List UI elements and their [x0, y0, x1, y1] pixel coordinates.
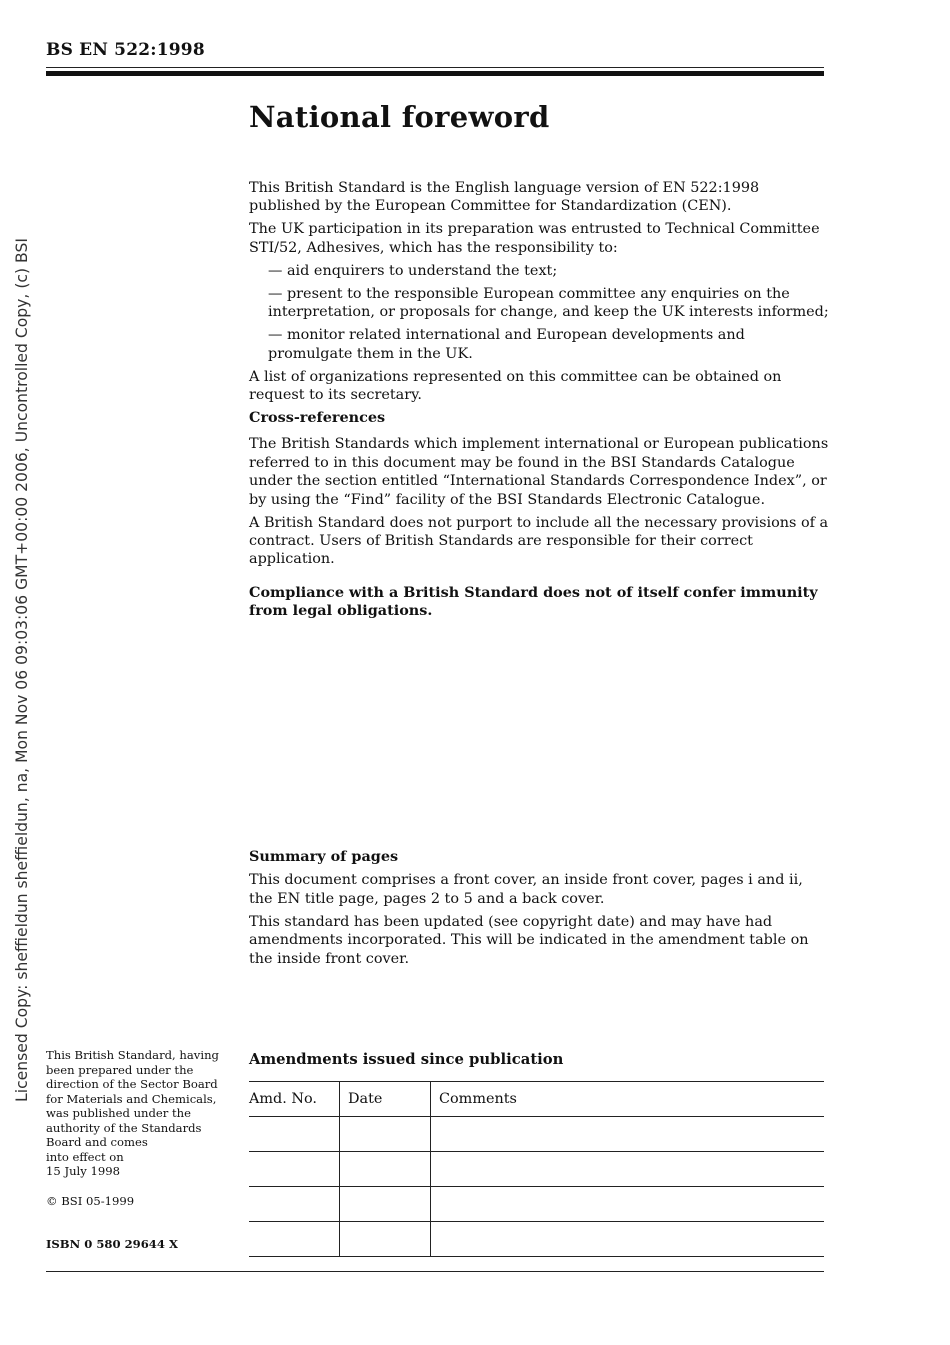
table-cell	[340, 1117, 431, 1152]
compliance-statement: Compliance with a British Standard does not of itself confer immunity from legal obligations.	[249, 583, 818, 620]
publication-note-line: been prepared under the	[46, 1062, 194, 1077]
intro-paragraph-3: A list of organizations represented on this committee can be obtained on request to its secretary.	[249, 368, 782, 404]
responsibility-item-2: — present to the responsible European committee any enquiries on the interpretation, or proposals for change, and keep the UK interests informed;	[268, 285, 829, 321]
amendments-table	[249, 1081, 824, 1257]
table-cell	[249, 1187, 340, 1222]
cross-references-paragraph-1: The British Standards which implement international or European publications referred to in this document may be found in the BSI Standards Catalogue under the section entitled “International Standards Correspondence Index”, or by using the “Find” facility of the BSI Standards Electronic Catalogue.	[249, 436, 829, 508]
table-row	[249, 1117, 824, 1152]
column-header-comments: Comments	[431, 1082, 825, 1117]
table-row	[249, 1222, 824, 1257]
copyright-notice: © BSI 05-1999	[46, 1194, 135, 1208]
isbn-number: ISBN 0 580 29644 X	[46, 1237, 178, 1251]
table-cell	[340, 1222, 431, 1257]
amendments-title: Amendments issued since publication	[249, 1051, 564, 1068]
table-cell	[431, 1117, 825, 1152]
summary-paragraph-1: This document comprises a front cover, an inside front cover, pages i and ii, the EN title page, pages 2 to 5 and a back cover.	[249, 872, 803, 907]
document-id: BS EN 522:1998	[46, 40, 205, 60]
table-cell	[431, 1152, 825, 1187]
header-thick-rule	[46, 71, 824, 76]
intro-paragraph-1: This British Standard is the English language version of EN 522:1998 published by the European Committee for Standardization (CEN).	[249, 180, 760, 215]
summary-heading: Summary of pages	[249, 848, 399, 865]
cross-references-paragraph-2: A British Standard does not purport to include all the necessary provisions of a contract. Users of British Standards are responsible for their correct application.	[249, 514, 829, 568]
publication-note-line: This British Standard, having	[46, 1048, 219, 1062]
publication-note-line: was published under the	[46, 1106, 192, 1120]
table-cell	[249, 1222, 340, 1257]
page-title: National foreword	[249, 100, 550, 134]
publication-note	[46, 1048, 231, 1179]
publication-note-line: for Materials and Chemicals,	[46, 1091, 217, 1106]
table-cell	[340, 1152, 431, 1187]
table-row	[249, 1187, 824, 1222]
table-cell	[249, 1152, 340, 1187]
foreword-body	[249, 179, 829, 625]
column-header-date: Date	[340, 1082, 431, 1117]
table-cell	[249, 1117, 340, 1152]
responsibility-item-1: — aid enquirers to understand the text;	[268, 262, 558, 279]
summary-paragraph-2: This standard has been updated (see copyright date) and may have had amendments incorporated. This will be indicated in the amendment table on the inside front cover.	[249, 913, 809, 967]
publication-note-line: authority of the Standards	[46, 1120, 202, 1135]
publication-note-line: Board and comes	[46, 1135, 148, 1149]
publication-note-line: direction of the Sector Board	[46, 1077, 218, 1091]
license-watermark: Licensed Copy: sheffieldun sheffieldun, na, Mon Nov 06 09:03:06 GMT+00:00 2006, Uncontrolled Copy, (c) BSI	[13, 238, 31, 1102]
amendments-header-row	[249, 1082, 824, 1117]
intro-paragraph-2: The UK participation in its preparation was entrusted to Technical Committee STI/52, Adhesives, which has the responsibility to:	[249, 221, 820, 256]
summary-section	[249, 848, 829, 973]
publication-note-line: 15 July 1998	[46, 1164, 121, 1178]
table-row	[249, 1152, 824, 1187]
column-header-amd-no: Amd. No.	[249, 1082, 340, 1117]
publication-note-line: into effect on	[46, 1149, 124, 1164]
table-cell	[340, 1187, 431, 1222]
table-cell	[431, 1187, 825, 1222]
table-cell	[431, 1222, 825, 1257]
footer-rule	[46, 1271, 824, 1272]
header-thin-rule	[46, 67, 824, 68]
cross-references-heading: Cross-references	[249, 409, 386, 427]
responsibility-item-3: — monitor related international and European developments and promulgate them in the UK.	[268, 327, 745, 362]
